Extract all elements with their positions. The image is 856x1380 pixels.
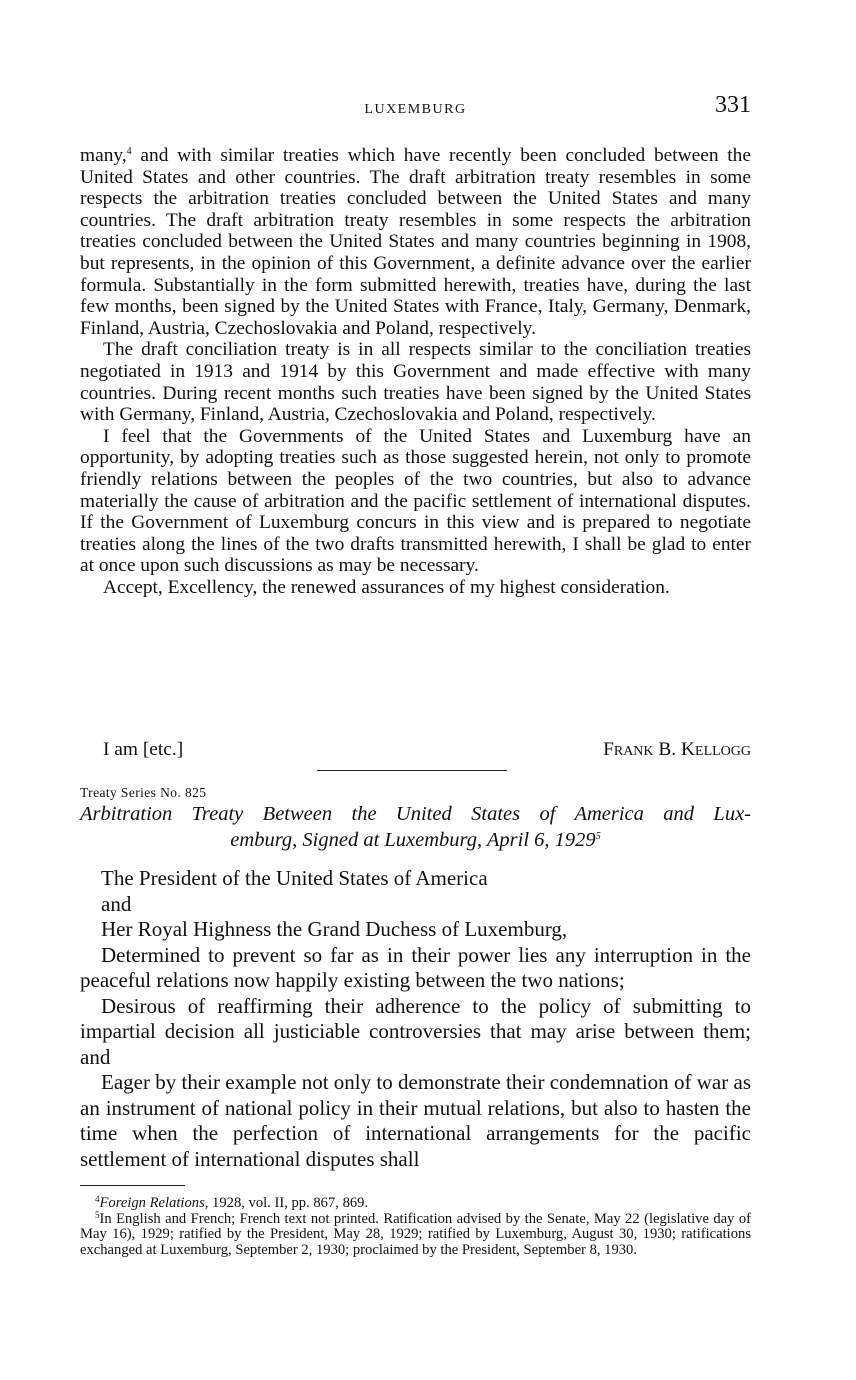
footnote-divider (80, 1185, 185, 1186)
treaty-preamble (80, 866, 751, 1172)
letter-body (80, 145, 751, 598)
section-divider (317, 770, 507, 771)
letter-paragraph: I feel that the Governments of the United States and Luxemburg have an opportunity, by adopting treaties such as those suggested herein, not only to promote friendly relations between the peoples of the two countries, but also to advance materially the cause of arbitration and the pacific settlement of international disputes. If the Government of Luxemburg concurs in this view and is prepared to negotiate treaties along the lines of the two drafts transmitted herewith, I shall be glad to enter at once upon such discussions as may be necessary. (80, 425, 751, 577)
treaty-party: Her Royal Highness the Grand Duchess of Luxemburg, (101, 917, 568, 941)
footnote-mark: 4 (95, 1194, 100, 1204)
letter-text: many, (80, 145, 127, 166)
treaty-series-label: Treaty Series No. 825 (80, 785, 207, 800)
footnote-source-title: Foreign Relations (99, 1195, 205, 1211)
page-number: 331 (715, 92, 751, 118)
treaty-paragraph: Desirous of reaffirming their adherence to the policy of submitting to impartial decision all justiciable controversies that may arise between them; and (80, 993, 751, 1069)
letter-paragraph (80, 145, 751, 339)
footnote-text: In English and French; French text not printed. Ratification advised by the Senate, May 22 (legislative day of May 16), 1929; ratified by the President, May 28, 1929; ratified by Luxemburg, August 30, 1930; ratifications exchanged at Luxemburg, September 2, 1930; proclaimed by the President, September 8, 1930. (80, 1210, 751, 1258)
footnote-ref: 4 (126, 146, 132, 157)
treaty-title-text: emburg, Signed at Luxemburg, April 6, 1929 (230, 828, 596, 851)
letter-text: and with similar treaties which have recently been concluded between the United States and other countries. The draft arbitration treaty resembles in some respects the arbitration treaties concluded between the United States and many countries. The draft arbitration treaty resembles in some respects the arbitration treaties concluded between the United States and many countries beginning in 1908, but represents, in the opinion of this Government, a definite advance over the earlier formula. Substantially in the form submitted herewith, treaties have, during the last few months, been signed by the United States with France, Italy, Germany, Denmark, Finland, Austria, Czechoslovakia and Poland, respectively. (80, 145, 751, 339)
treaty-title-line: Arbitration Treaty Between the United States of America and Lux- (80, 803, 751, 825)
treaty-paragraph: Eager by their example not only to demonstrate their condemnation of war as an instrument of national policy in their mutual relations, but also to hasten the time when the perfection of international arrangements for the pacific settlement of international disputes shall (80, 1070, 751, 1171)
signatory-name: Frank B. Kellogg (603, 739, 751, 760)
footnote (80, 1196, 751, 1212)
letter-paragraph: The draft conciliation treaty is in all respects similar to the conciliation treaties negotiated in 1913 and 1914 by this Government and made effective with many countries. During recent months such treaties have been signed by the United States with Germany, Finland, Austria, Czechoslovakia and Poland, respectively. (80, 339, 751, 426)
footnotes (80, 1196, 751, 1258)
treaty-paragraph: Determined to prevent so far as in their power lies any interruption in the peaceful relations now happily existing between the two nations; (80, 942, 751, 992)
letter-paragraph: Accept, Excellency, the renewed assurances of my highest consideration. (103, 576, 670, 598)
footnote-text: , 1928, vol. II, pp. 867, 869. (204, 1195, 369, 1211)
footnote (80, 1209, 751, 1259)
footnote-mark: 5 (95, 1209, 100, 1220)
page-header (80, 92, 751, 122)
running-head: LUXEMBURG (364, 102, 467, 117)
treaty-title-line (80, 828, 751, 854)
footnote-ref: 5 (595, 830, 601, 842)
complimentary-closing: I am [etc.] (103, 739, 184, 760)
treaty-party: The President of the United States of America (101, 866, 488, 890)
treaty-title (80, 802, 751, 853)
treaty-conjunction: and (101, 891, 132, 916)
